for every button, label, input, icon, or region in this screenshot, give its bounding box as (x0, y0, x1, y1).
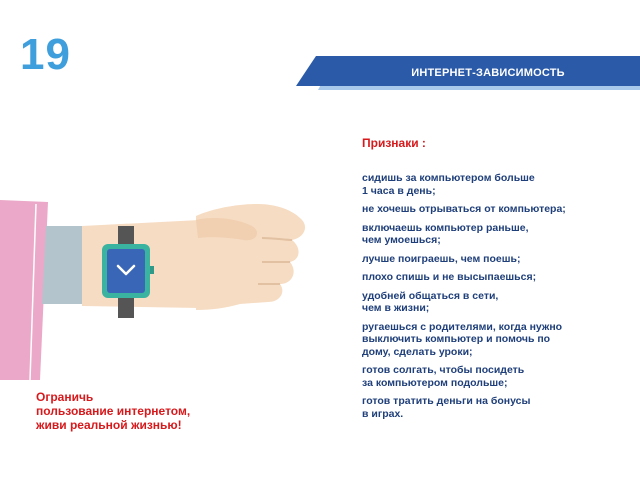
list-item: сидишь за компьютером больше 1 часа в день; (362, 172, 535, 197)
motto-text: Ограничь пользование интернетом, живи реальной жизнью! (36, 390, 191, 432)
list-item: плохо спишь и не высыпаешься; (362, 271, 537, 283)
wristwatch-hand-illustration (0, 180, 320, 380)
page-title: ИНТЕРНЕТ-ЗАВИСИМОСТЬ (411, 67, 565, 79)
list-item: готов солгать, чтобы посидеть за компьютером подольше; (362, 364, 525, 389)
watch-strap-top (118, 226, 134, 246)
watch-crown (150, 266, 154, 274)
sleeve-shape (0, 200, 48, 380)
list-item: не хочешь отрываться от компьютера; (362, 203, 566, 215)
list-item: лучше поиграешь, чем поешь; (362, 252, 521, 265)
cuff-shape (42, 226, 84, 304)
watch-face (107, 249, 145, 293)
title-banner (296, 56, 640, 90)
list-item: включаешь компьютер раньше, чем умоешься; (362, 221, 529, 246)
list-item: готов тратить деньги на бонусы в играх. (362, 395, 531, 420)
list-item: удобней общаться в сети, чем в жизни; (362, 289, 499, 314)
slide-number: 19 (20, 30, 71, 79)
list-item: ругаешься с родителями, когда нужно выключить компьютер и помочь по дому, сделать уроки; (362, 320, 563, 358)
signs-heading: Признаки : (362, 136, 426, 150)
signs-list (362, 172, 632, 426)
watch-strap-bottom (118, 296, 134, 318)
